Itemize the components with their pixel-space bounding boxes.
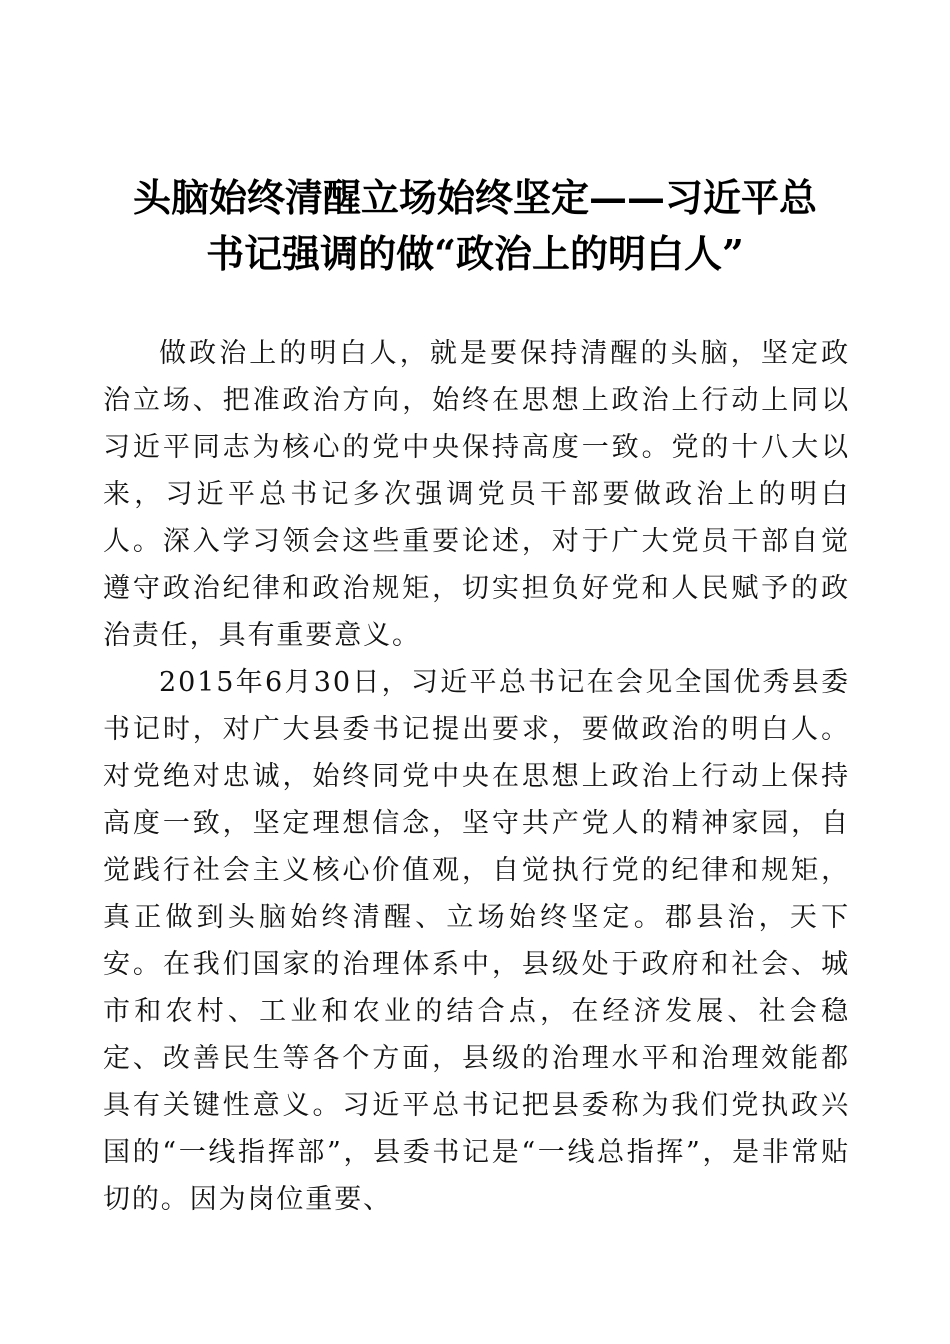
title-line-2: 书记强调的做“政治上的明白人” bbox=[206, 231, 744, 276]
document-title bbox=[70, 170, 880, 282]
paragraph-2: 2015年6月30日，习近平总书记在会见全国优秀县委书记时，对广大县委书记提出要求，要做政治的明白人。对党绝对忠诚，始终同党中央在思想上政治上行动上保持高度一致，坚定理想信念，坚守共产党人的精神家园，自觉践行社会主义核心价值观，自觉执行党的纪律和规矩，真正做到头脑始终清醒、立场始终坚定。郡县治，天下安。在我们国家的治理体系中，县级处于政府和社会、城市和农村、工业和农业的结合点，在经济发展、社会稳定、改善民生等各个方面，县级的治理水平和治理效能都具有关键性意义。习近平总书记把县委称为我们党执政兴国的“一线指挥部”，县委书记是“一线总指挥”，是非常贴切的。因为岗位重要、 bbox=[103, 667, 850, 1215]
document-body bbox=[103, 330, 850, 1223]
paragraph-1: 做政治上的明白人，就是要保持清醒的头脑，坚定政治立场、把准政治方向，始终在思想上政治上行动上同以习近平同志为核心的党中央保持高度一致。党的十八大以来，习近平总书记多次强调党员干部要做政治上的明白人。深入学习领会这些重要论述，对于广大党员干部自觉遵守政治纪律和政治规矩，切实担负好党和人民赋予的政治责任，具有重要意义。 bbox=[103, 338, 850, 651]
title-line-1: 头脑始终清醒立场始终坚定——习近平总 bbox=[132, 175, 817, 220]
